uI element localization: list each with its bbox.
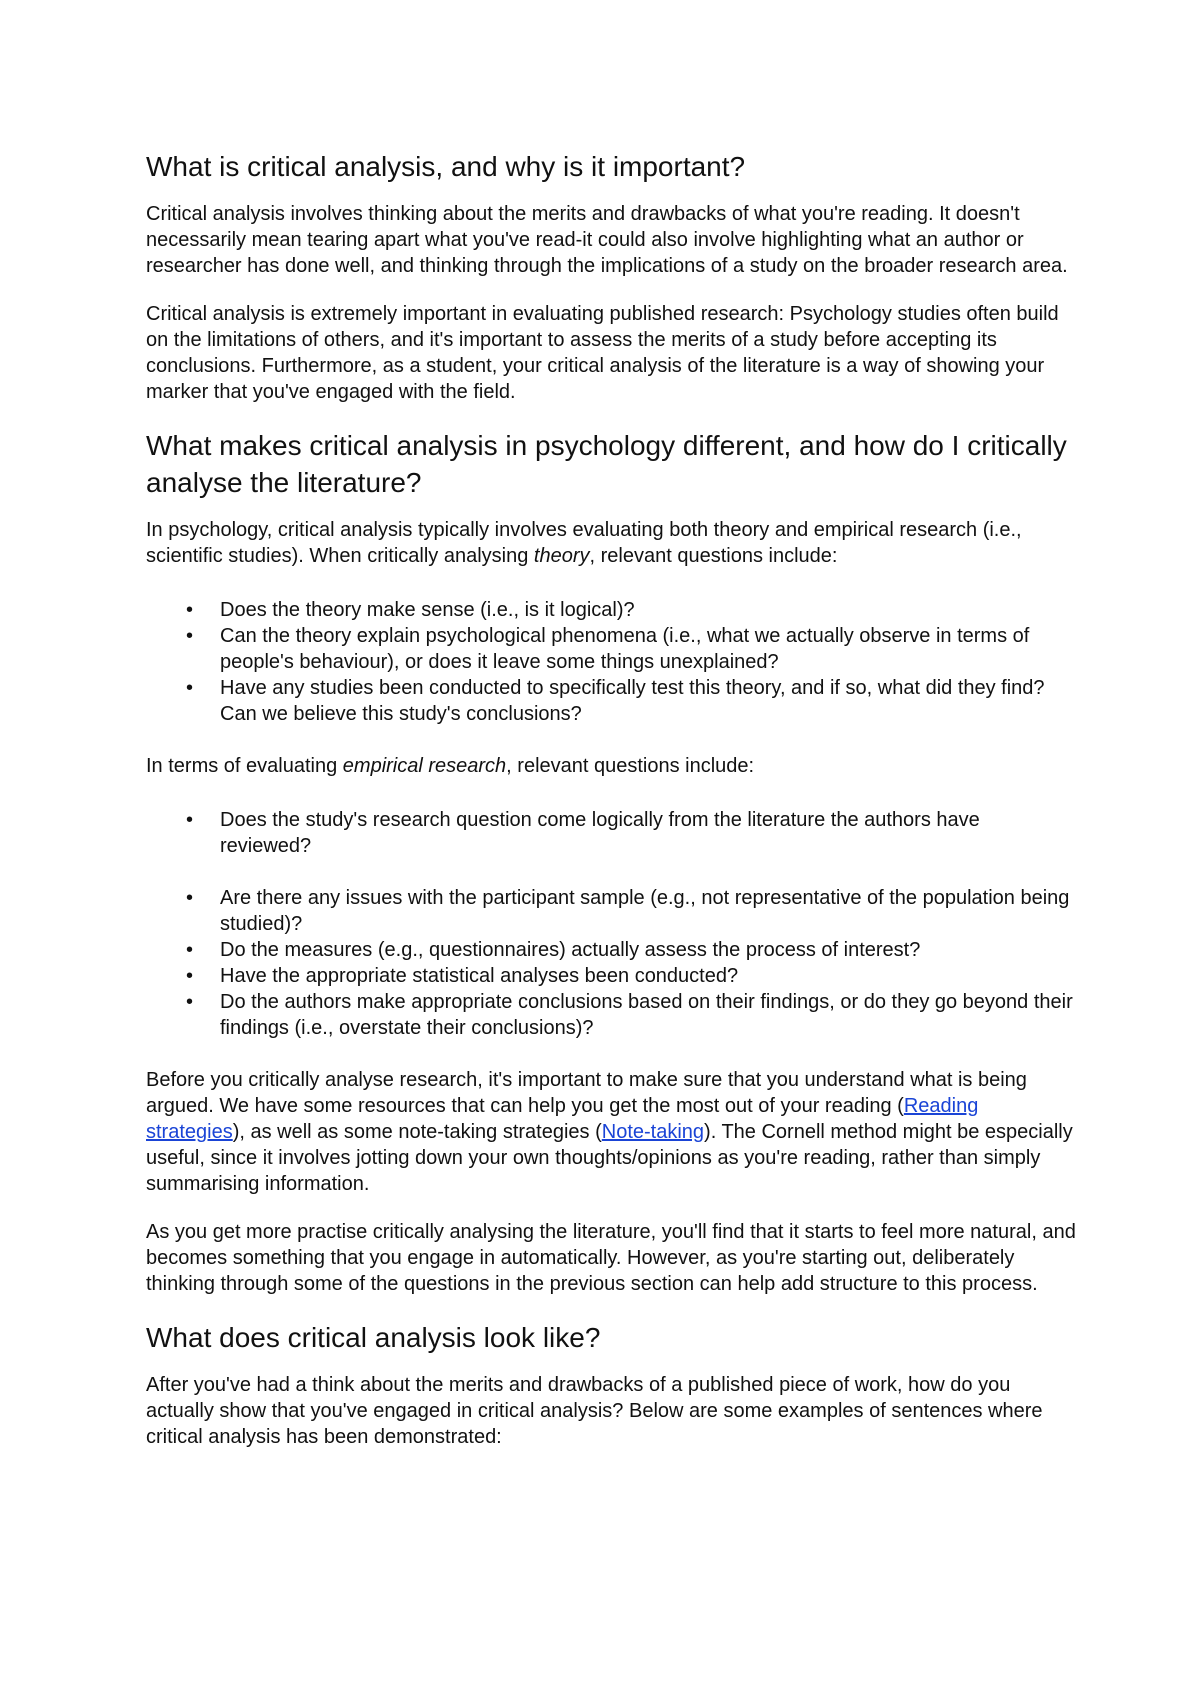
list-item [146,937,1076,963]
paragraph-definition: Critical analysis involves thinking about the merits and drawbacks of what you're reading. It doesn't necessarily mean tearing apart what you've read-it could also involve highlighting what an author or researcher has done well, and thinking through the implications of a study on the broader research area. [146,203,1068,277]
list-item [146,807,1076,859]
list-item-text: Can the theory explain psychological phenomena (i.e., what we actually observe in terms of people's behaviour), or does it leave some things unexplained? [220,625,1030,673]
paragraph-examples-intro: After you've had a think about the merits and drawbacks of a published piece of work, how do you actually show that you've engaged in critical analysis? Below are some examples of sentences where critical analysis has been demonstrated: [146,1374,1043,1448]
section-heading-why-important: What is critical analysis, and why is it important? [146,151,746,182]
list-item [146,675,1076,727]
intro-text-1: In psychology, critical analysis typically involves evaluating both theory and empirical research (i.e., scientific studies). When critically analysing [146,519,1022,567]
document-page [146,140,1076,1472]
empirical-questions-list [146,807,1076,1041]
intro-emphasis: theory [533,545,590,567]
before-text-3: ). The Cornell method might be especially useful, since it involves jotting down your own thoughts/opinions as you're reading, rather than simply summarising information. [146,1121,1073,1195]
list-item [146,597,1076,623]
bullet-icon: • [186,809,194,831]
bullet-icon: • [186,939,194,961]
list-item-text: Does the theory make sense (i.e., is it logical)? [220,599,635,621]
list-item [146,989,1076,1041]
paragraph-theory-intro [146,517,1076,569]
before-text-1: Before you critically analyse research, it's important to make sure that you understand what is being argued. We have some resources that can help you get the most out of your reading ( [146,1069,1027,1117]
before-text-2: ), as well as some note-taking strategies ( [232,1121,602,1143]
list-item [146,963,1076,989]
empirical-text-1: In terms of evaluating [146,755,343,777]
paragraph-practise: As you get more practise critically analysing the literature, you'll find that it starts to feel more natural, and becomes something that you engage in automatically. However, as you're starting out, deliberately thinking through some of the questions in the previous section can help add structure to this process. [146,1221,1076,1295]
reading-strategies-link[interactable]: Reading strategies [146,1095,979,1143]
bullet-icon: • [186,625,194,647]
list-item [146,623,1076,675]
list-item-text: Do the measures (e.g., questionnaires) actually assess the process of interest? [220,939,921,961]
list-item-text: Do the authors make appropriate conclusions based on their findings, or do they go beyond their findings (i.e., overstate their conclusions)? [220,991,1073,1039]
section-heading-look-like: What does critical analysis look like? [146,1322,601,1353]
list-item-text: Have any studies been conducted to specifically test this theory, and if so, what did they find? Can we believe this study's conclusions? [220,677,1045,725]
bullet-icon: • [186,677,194,699]
intro-text-2: , relevant questions include: [589,545,838,567]
bullet-icon: • [186,991,194,1013]
theory-questions-list [146,597,1076,727]
list-item-text: Are there any issues with the participant sample (e.g., not representative of the population being studied)? [220,887,1070,935]
list-item [146,885,1076,937]
empirical-text-2: , relevant questions include: [506,755,755,777]
list-item-text: Have the appropriate statistical analyses been conducted? [220,965,739,987]
empirical-emphasis: empirical research [342,755,507,777]
bullet-icon: • [186,599,194,621]
paragraph-importance: Critical analysis is extremely important in evaluating published research: Psychology studies often build on the limitations of others, and it's important to assess the merits of a study before accepting its conclusions. Furthermore, as a student, your critical analysis of the literature is a way of showing your marker that you've engaged with the field. [146,303,1059,403]
list-item-text: Does the study's research question come logically from the literature the authors have reviewed? [220,809,980,857]
paragraph-empirical-intro [146,753,1076,779]
bullet-icon: • [186,887,194,909]
note-taking-link[interactable]: Note-taking [601,1121,705,1143]
bullet-icon: • [186,965,194,987]
section-heading-psychology: What makes critical analysis in psychology different, and how do I critically analyse the literature? [146,430,1067,498]
paragraph-before-analysis [146,1067,1076,1197]
